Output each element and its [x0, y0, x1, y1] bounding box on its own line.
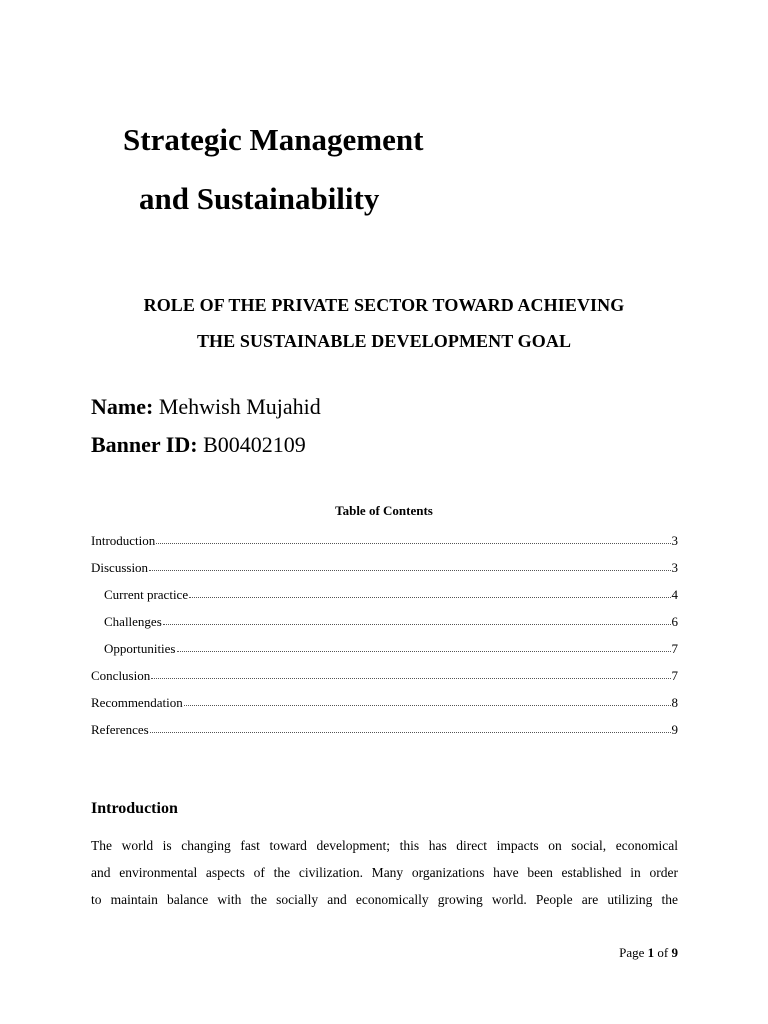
- toc-entry-references[interactable]: [91, 720, 678, 736]
- paragraph-line: and environmental aspects of the civilization. Many organizations have been established in order: [91, 865, 678, 880]
- page-number-footer: [619, 946, 678, 959]
- toc-title: Table of Contents: [335, 503, 433, 518]
- toc-leader-dots: [151, 677, 670, 679]
- banner-id-value: B00402109: [203, 432, 306, 457]
- toc-leader-dots: [150, 731, 671, 733]
- author-name-line: [91, 396, 321, 418]
- footer-page-word: Page: [619, 945, 645, 960]
- footer-current-page: 1: [647, 945, 655, 960]
- toc-entry-label: Challenges: [104, 614, 162, 629]
- toc-entry-page: 7: [671, 668, 678, 683]
- document-subtitle-line-2: THE SUSTAINABLE DEVELOPMENT GOAL: [196, 331, 572, 351]
- toc-entry-label: Opportunities: [104, 641, 176, 656]
- toc-entry-label: References: [91, 722, 149, 737]
- toc-leader-dots: [184, 704, 671, 706]
- toc-leader-dots: [189, 596, 670, 598]
- toc-entry-challenges[interactable]: [104, 612, 678, 628]
- toc-entry-page: 8: [671, 695, 678, 710]
- author-name-label: Name:: [91, 394, 154, 419]
- toc-entry-label: Conclusion: [91, 668, 151, 683]
- footer-of-word: of: [657, 945, 669, 960]
- toc-entry-opportunities[interactable]: [104, 639, 678, 655]
- footer-total-pages: 9: [671, 945, 678, 960]
- document-title-line-1: Strategic Management: [123, 122, 424, 157]
- toc-entry-page: 4: [671, 587, 678, 602]
- toc-entry-page: 6: [671, 614, 678, 629]
- toc-entry-label: Discussion: [91, 560, 149, 575]
- toc-entry-label: Introduction: [91, 533, 156, 548]
- paragraph-line: to maintain balance with the socially and economically growing world. People are utilizing the: [91, 892, 678, 907]
- document-subtitle-line-1: ROLE OF THE PRIVATE SECTOR TOWARD ACHIEVING: [143, 295, 625, 315]
- paragraph-line: The world is changing fast toward development; this has direct impacts on social, economical: [91, 838, 678, 853]
- toc-entry-discussion[interactable]: [91, 558, 678, 574]
- toc-leader-dots: [149, 569, 670, 571]
- toc-entry-conclusion[interactable]: [91, 666, 678, 682]
- toc-entry-label: Current practice: [104, 587, 189, 602]
- toc-entry-page: 7: [671, 641, 678, 656]
- introduction-heading: Introduction: [91, 800, 178, 817]
- toc-entry-label: Recommendation: [91, 695, 183, 710]
- toc-leader-dots: [177, 650, 671, 652]
- document-title-line-2: and Sustainability: [139, 181, 380, 216]
- toc-entry-page: 9: [671, 722, 678, 737]
- toc-entry-current-practice[interactable]: [104, 585, 678, 601]
- toc-leader-dots: [156, 542, 670, 544]
- toc-entry-page: 3: [671, 533, 678, 548]
- toc-entry-introduction[interactable]: [91, 531, 678, 547]
- toc-entry-page: 3: [671, 560, 678, 575]
- banner-id-label: Banner ID:: [91, 432, 198, 457]
- toc-entry-recommendation[interactable]: [91, 693, 678, 709]
- banner-id-line: [91, 434, 306, 456]
- toc-leader-dots: [163, 623, 671, 625]
- author-name-value: Mehwish Mujahid: [158, 394, 321, 419]
